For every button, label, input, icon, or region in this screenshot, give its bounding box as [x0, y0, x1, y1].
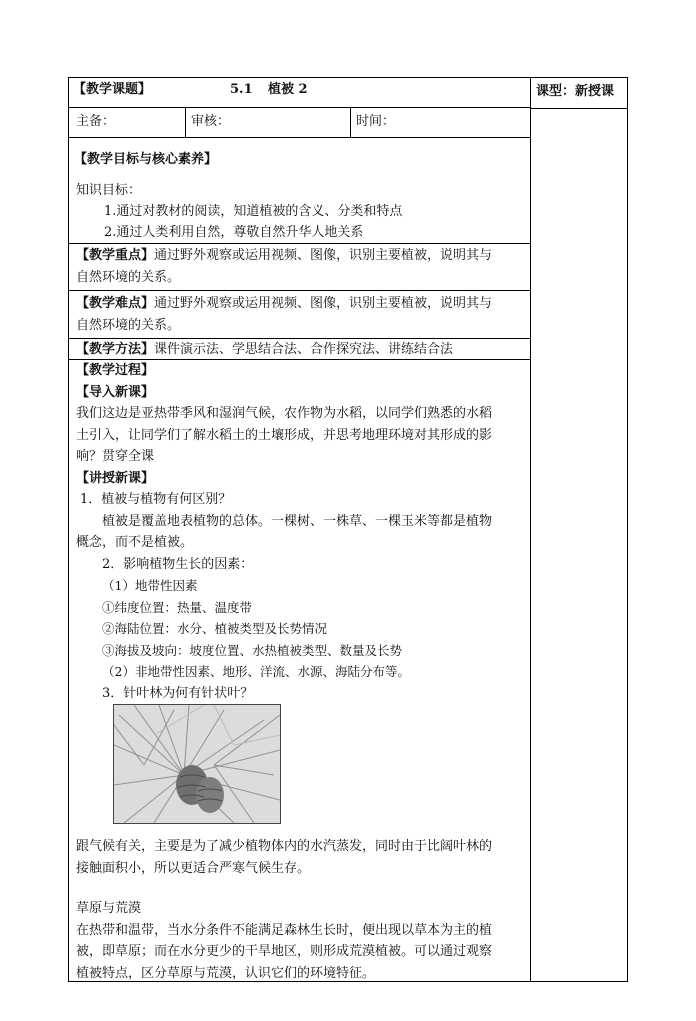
cell-divider	[185, 107, 186, 138]
answer-1-line: 概念，而不是植被。	[76, 535, 194, 550]
question-2: 2．影响植物生长的因素：	[102, 556, 254, 572]
factor-item: ①纬度位置：热量、温度带	[102, 599, 253, 615]
knowledge-label: 知识目标：	[76, 183, 142, 198]
table-border-left	[68, 77, 69, 982]
key-point-text: 自然环境的关系。	[76, 269, 181, 285]
goal-item: 2.通过人类利用自然，尊敬自然升华人地关系	[104, 225, 364, 240]
answer-3-line: 跟气候有关，主要是为了减少植物体内的水汽蒸发，同时由于比阔叶林的	[76, 839, 493, 854]
new-lesson-heading: 【讲授新课】	[76, 470, 155, 486]
factor-item: ②海陆位置：水分、植被类型及长势情况	[102, 621, 328, 636]
process-section	[76, 360, 526, 704]
table-border-right	[627, 77, 628, 982]
intro-line: 土引入，让同学们了解水稻土的土壤形成，并思考地理环境对其形成的影	[76, 427, 493, 443]
pine-needles-photo	[113, 704, 281, 824]
grassland-desert-section	[76, 898, 526, 984]
difficulty-label: 【教学难点】	[76, 296, 155, 311]
answer-3-line: 接触面积小，所以更适合严寒气候生存。	[76, 860, 311, 876]
question-1: 1．植被与植物有何区别？	[80, 492, 232, 507]
process-heading: 【教学过程】	[76, 363, 155, 378]
topic-label: 【教学课题】	[73, 82, 152, 97]
grassland-heading: 草原与荒漠	[76, 901, 142, 916]
time-field: 时间：	[356, 114, 396, 129]
column-divider	[530, 77, 531, 982]
row-divider	[68, 107, 531, 108]
methods	[76, 339, 526, 361]
lesson-type: 课型：新授课	[536, 84, 615, 99]
grassland-line: 被，即草原；而在水分更少的干旱地区，则形成荒漠植被。可以通过观察	[76, 944, 493, 959]
intro-line: 我们这边是亚热带季风和湿润气候，农作物为水稻，以同学们熟悉的水稻	[76, 406, 493, 421]
table-border-top	[68, 77, 628, 78]
methods-text: 课件演示法、学思结合法、合作探究法、讲练结合法	[154, 342, 454, 357]
methods-label: 【教学方法】	[76, 342, 155, 357]
row-divider	[68, 137, 531, 138]
question-3: 3．针叶林为何有针状叶？	[102, 685, 254, 701]
goals-heading: 【教学目标与核心素养】	[74, 152, 218, 167]
key-point-label: 【教学重点】	[76, 248, 155, 263]
answer-1-line: 植被是覆盖地表植物的总体。一棵树、一株草、一棵玉米等都是植物	[102, 513, 493, 529]
cell-divider	[350, 107, 351, 138]
goal-item: 1.通过对教材的阅读，知道植被的含义、分类和特点	[104, 204, 403, 219]
grassland-line: 在热带和温带，当水分条件不能满足森林生长时，便出现以草本为主的植	[76, 922, 493, 938]
author-field: 主备：	[76, 114, 116, 129]
row-divider	[68, 290, 531, 291]
intro-heading: 【导入新课】	[76, 384, 155, 400]
topic-title: 植被 2	[268, 82, 308, 97]
answer-3	[76, 836, 526, 879]
row-divider	[68, 243, 531, 244]
row-divider	[530, 108, 628, 109]
factor-item: （2）非地带性因素、地形、洋流、水源、海陆分布等。	[102, 664, 410, 679]
key-point-text: 通过野外观察或运用视频、图像，识别主要植被，说明其与	[154, 248, 493, 263]
factor-item: （1）地带性因素	[102, 578, 198, 593]
factor-item: ③海拔及坡向：坡度位置、水热植被类型、数量及长势	[102, 642, 403, 658]
grassland-line: 植被特点，区分草原与荒漠，认识它们的环境特征。	[76, 965, 376, 981]
difficulty-text: 通过野外观察或运用视频、图像，识别主要植被，说明其与	[154, 296, 493, 311]
intro-line: 响？贯穿全课	[76, 449, 155, 464]
difficulty-text: 自然环境的关系。	[76, 317, 181, 333]
key-point	[76, 245, 526, 288]
difficulty	[76, 293, 526, 336]
topic-number: 5.1	[230, 82, 253, 97]
reviewer-field: 审核：	[191, 114, 231, 129]
